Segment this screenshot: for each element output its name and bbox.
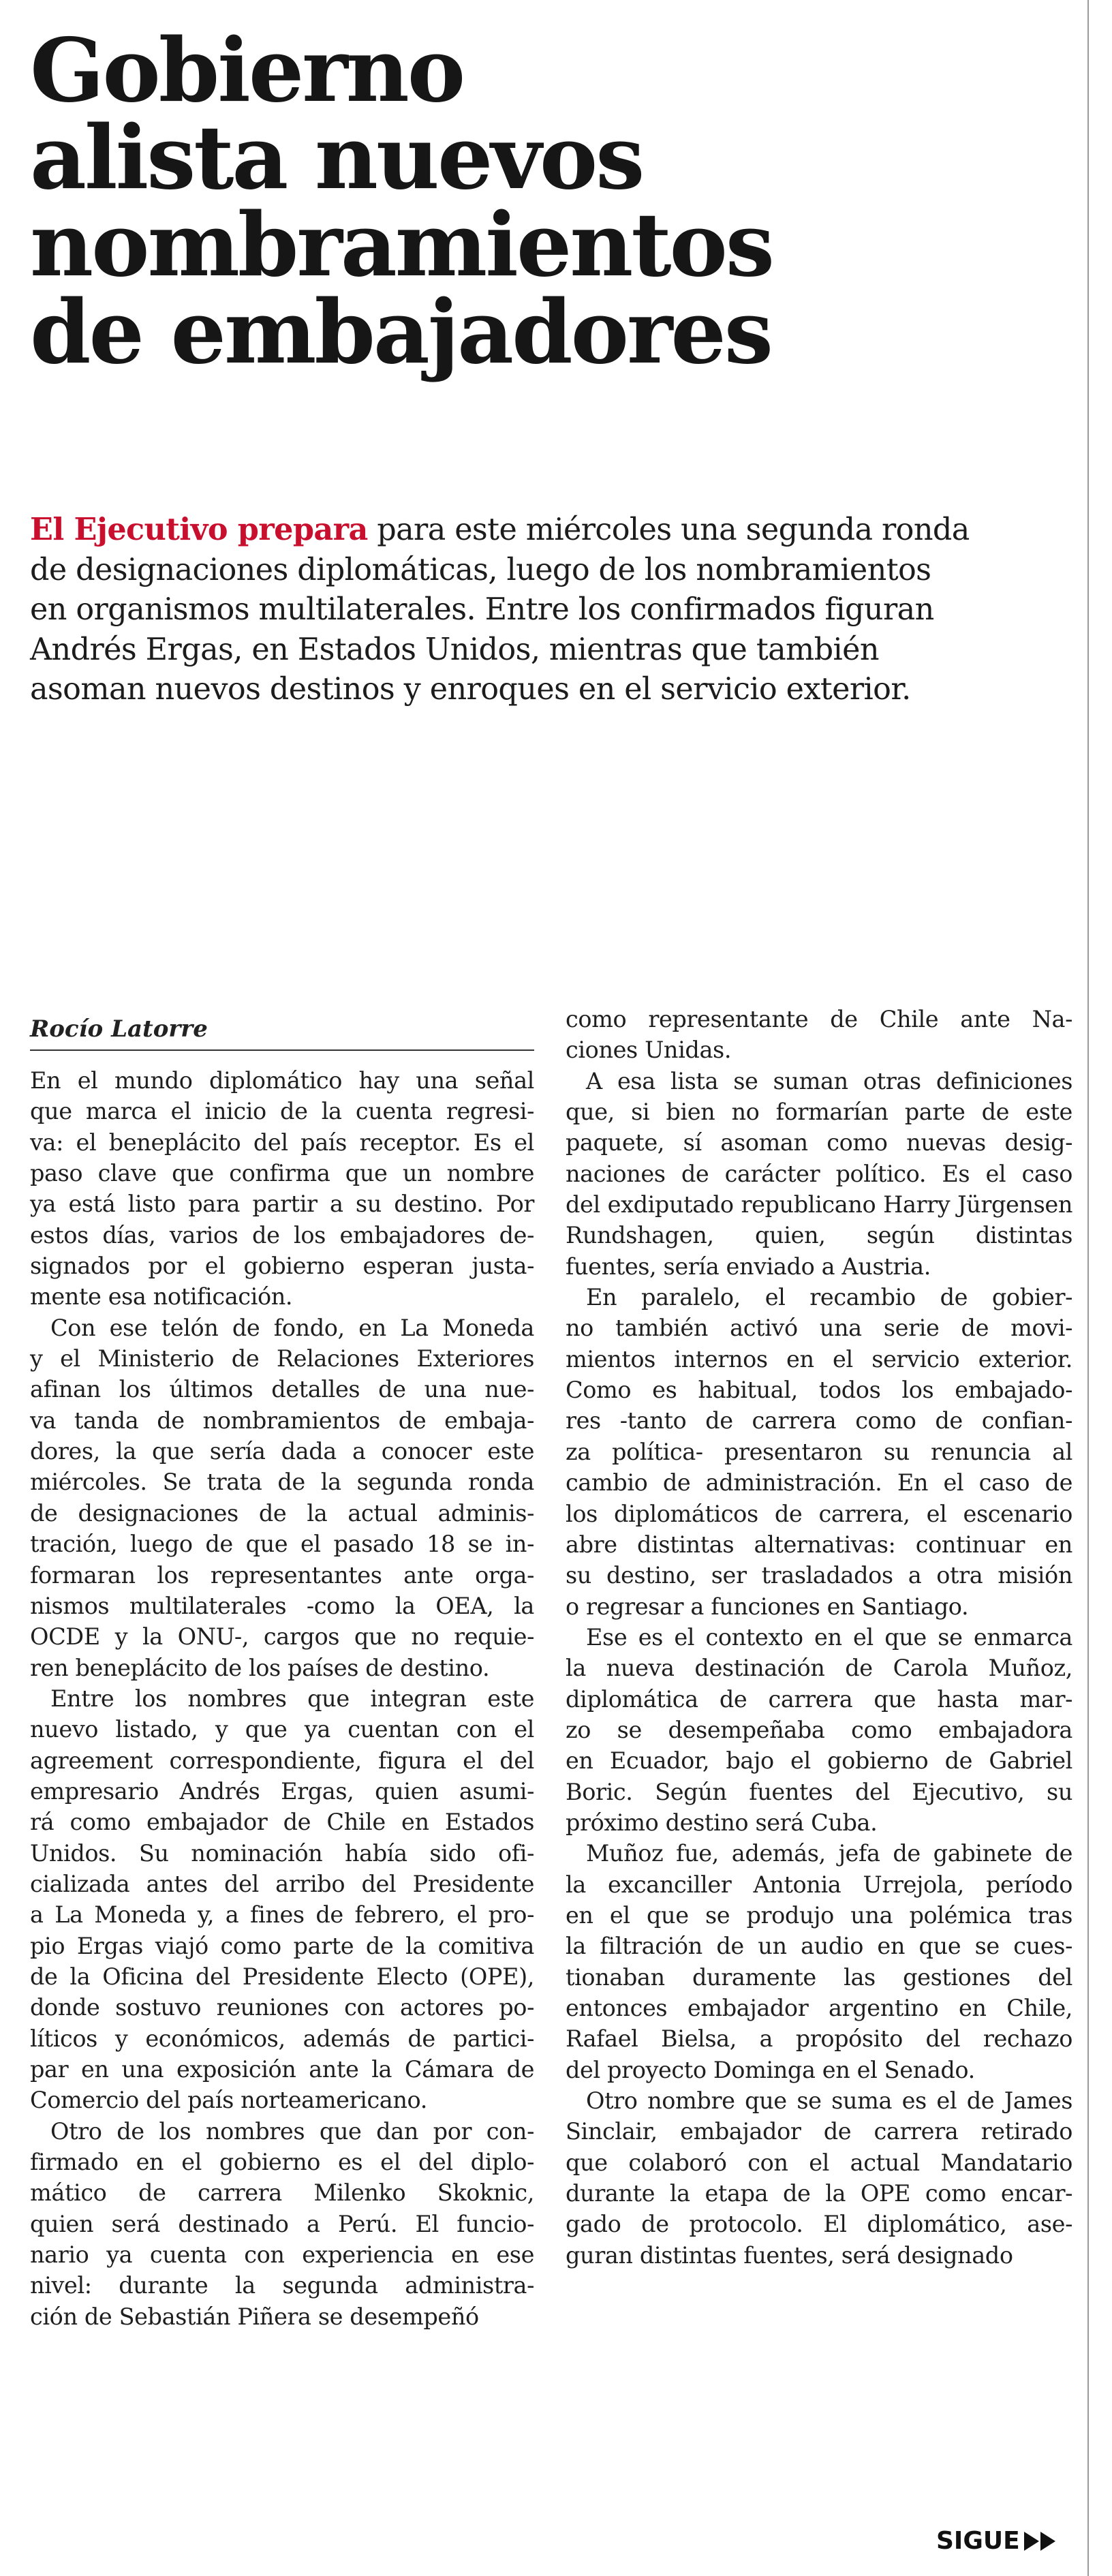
- article-column-right: [566, 1004, 1072, 2271]
- article-line: signados por el gobierno esperan justa-: [30, 1253, 534, 1280]
- article-line: nuevo listado, y que ya cuentan con el: [30, 1716, 534, 1743]
- article-line: del proyecto Dominga en el Senado.: [566, 2056, 975, 2083]
- article-line: de designaciones de la actual adminis-: [30, 1499, 534, 1527]
- article-line: su destino, ser trasladados a otra misión: [566, 1562, 1072, 1589]
- article-line: Boric. Según fuentes del Ejecutivo, su: [566, 1778, 1072, 1805]
- article-line: durante la etapa de la OPE como encar-: [566, 2180, 1072, 2207]
- headline-line: Gobierno: [30, 20, 464, 122]
- article-line: nario ya cuenta con experiencia en ese: [30, 2241, 534, 2269]
- article-line: tionaban duramente las gestiones del: [566, 1963, 1072, 1991]
- article-line: En paralelo, el recambio de gobier-: [586, 1284, 1072, 1311]
- article-line: res -tanto de carrera como de confian-: [566, 1407, 1072, 1435]
- headline-line: de embajadores: [30, 281, 771, 384]
- article-line: za política- presentaron su renuncia al: [566, 1438, 1072, 1465]
- article-line: mientos internos en el servicio exterior.: [566, 1345, 1072, 1373]
- article-line: rá como embajador de Chile en Estados: [30, 1809, 534, 1836]
- article-line: abre distintas alternativas: continuar en: [566, 1531, 1072, 1558]
- article-line: no también activó una serie de movi-: [566, 1315, 1072, 1342]
- article-line: va tanda de nombramientos de embaja-: [30, 1407, 534, 1434]
- article-line: tración, luego de que el pasado 18 se in-: [30, 1531, 534, 1558]
- article-line: dores, la que sería dada a conocer este: [30, 1438, 534, 1465]
- article-line: Entre los nombres que integran este: [50, 1685, 534, 1712]
- article-line: agreement correspondiente, figura el del: [30, 1747, 534, 1774]
- article-line: diplomática de carrera que hasta mar-: [566, 1685, 1072, 1713]
- article-line: Como es habitual, todos los embajado-: [566, 1377, 1072, 1404]
- lead-paragraph: [30, 510, 1079, 710]
- article-line: la nueva destinación de Carola Muñoz,: [566, 1655, 1072, 1682]
- article-line: mático de carrera Milenko Skoknic,: [30, 2179, 534, 2207]
- headline: [30, 20, 1052, 384]
- author-byline: Rocío Latorre: [30, 1015, 534, 1051]
- article-line: En el mundo diplomático hay una señal: [30, 1067, 534, 1094]
- article-line: ción de Sebastián Piñera se desempeñó: [30, 2303, 479, 2330]
- headline-line: alista nuevos: [30, 107, 643, 209]
- article-line: Rundshagen, quien, según distintas: [566, 1222, 1072, 1249]
- article-line: zo se desempeñaba como embajadora: [566, 1716, 1072, 1743]
- article-line: nismos multilaterales -como la OEA, la: [30, 1592, 534, 1619]
- article-line: estos días, varios de los embajadores de-: [30, 1221, 534, 1248]
- article-line: del exdiputado republicano Harry Jürgensen: [566, 1191, 1072, 1218]
- article-line: Unidos. Su nominación había sido ofi-: [30, 1839, 534, 1867]
- article-line: mente esa notificación.: [30, 1283, 293, 1310]
- article-line: de la Oficina del Presidente Electo (OPE),: [30, 1963, 534, 1990]
- article-line: que marca el inicio de la cuenta regresi-: [30, 1098, 534, 1125]
- article-line: paso clave que confirma que un nombre: [30, 1160, 534, 1187]
- double-arrow-icon: [1024, 2532, 1055, 2551]
- article-line: como representante de Chile ante Na-: [566, 1006, 1072, 1032]
- article-line: miércoles. Se trata de la segunda ronda: [30, 1469, 534, 1496]
- article-line: Comercio del país norteamericano.: [30, 2087, 427, 2114]
- article-line: par en una exposición ante la Cámara de: [30, 2056, 534, 2083]
- article-line: OCDE y la ONU-, cargos que no requie-: [30, 1623, 534, 1651]
- article-line: quien será destinado a Perú. El funcio-: [30, 2210, 534, 2237]
- article-line: que, si bien no formarían parte de este: [566, 1099, 1072, 1126]
- article-line: ren beneplácito de los países de destino.: [30, 1654, 490, 1681]
- article-line: Otro de los nombres que dan por con-: [50, 2117, 534, 2145]
- article-line: o regresar a funciones en Santiago.: [566, 1593, 969, 1620]
- article-line: entonces embajador argentino en Chile,: [566, 1995, 1072, 2021]
- article-line: en el que se produjo una polémica tras: [566, 1901, 1072, 1929]
- article-line: Sinclair, embajador de carrera retirado: [566, 2118, 1072, 2145]
- article-line: y el Ministerio de Relaciones Exteriores: [30, 1345, 534, 1373]
- article-line: Con ese telón de fondo, en La Moneda: [50, 1314, 534, 1341]
- article-line: donde sostuvo reuniones con actores po-: [30, 1994, 534, 2021]
- lead-line: asoman nuevos destinos y enroques en el servicio exterior.: [30, 672, 911, 707]
- article-line: Otro nombre que se suma es el de James: [586, 2087, 1072, 2115]
- lead-line: en organismos multilaterales. Entre los confirmados figuran: [30, 592, 934, 627]
- continue-label: SIGUE: [936, 2527, 1020, 2555]
- lead-text: para este miércoles una segunda ronda: [367, 512, 970, 547]
- article-line: gado de protocolo. El diplomático, ase-: [566, 2211, 1072, 2238]
- article-line: pio Ergas viajó como parte de la comitiva: [30, 1932, 534, 1959]
- article-line: Rafael Bielsa, a propósito del rechazo: [566, 2025, 1072, 2053]
- article-line: ya está listo para partir a su destino. Por: [30, 1191, 534, 1218]
- article-line: la excanciller Antonia Urrejola, período: [566, 1871, 1072, 1898]
- article-line: paquete, sí asoman como nuevas desig-: [566, 1129, 1072, 1156]
- continue-marker: [936, 2527, 1055, 2555]
- article-line: formaran los representantes ante orga-: [30, 1561, 534, 1589]
- article-line: va: el beneplácito del país receptor. Es el: [30, 1129, 534, 1156]
- article-line: ciones Unidas.: [566, 1037, 732, 1064]
- article-line: Muñoz fue, además, jefa de gabinete de: [586, 1840, 1072, 1867]
- lead-line: Andrés Ergas, en Estados Unidos, mientras que también: [30, 632, 879, 667]
- article-line: fuentes, sería enviado a Austria.: [566, 1253, 931, 1280]
- article-line: cializada antes del arribo del Presidente: [30, 1870, 534, 1897]
- article-line: guran distintas fuentes, será designado: [566, 2241, 1013, 2269]
- article-line: firmado en el gobierno es el del diplo-: [30, 2149, 534, 2176]
- article-line: afinan los últimos detalles de una nue-: [30, 1376, 534, 1403]
- page-edge-rule: [1087, 0, 1089, 2576]
- article-line: próximo destino será Cuba.: [566, 1809, 878, 1836]
- lead-highlight: El Ejecutivo prepara: [30, 512, 368, 547]
- article-line: en Ecuador, bajo el gobierno de Gabriel: [566, 1747, 1072, 1775]
- lead-line: de designaciones diplomáticas, luego de los nombramientos: [30, 552, 931, 587]
- article-line: los diplomáticos de carrera, el escenario: [566, 1500, 1072, 1527]
- article-line: Ese es el contexto en el que se enmarca: [586, 1623, 1072, 1651]
- article-line: líticos y económicos, además de partici-: [30, 2025, 534, 2052]
- article-line: cambio de administración. En el caso de: [566, 1469, 1072, 1497]
- article-line: la filtración de un audio en que se cues-: [566, 1933, 1072, 1960]
- article-line: a La Moneda y, a fines de febrero, el pro-: [30, 1901, 534, 1929]
- article-line: empresario Andrés Ergas, quien asumi-: [30, 1777, 534, 1805]
- article-line: naciones de carácter político. Es el caso: [566, 1160, 1072, 1187]
- headline-line: nombramientos: [30, 194, 773, 296]
- article-line: A esa lista se suman otras definiciones: [586, 1067, 1072, 1094]
- article-line: nivel: durante la segunda administra-: [30, 2272, 534, 2299]
- article-column-left: [30, 1065, 534, 2332]
- lead-line: [30, 510, 1079, 551]
- article-line: que colaboró con el actual Mandatario: [566, 2149, 1072, 2176]
